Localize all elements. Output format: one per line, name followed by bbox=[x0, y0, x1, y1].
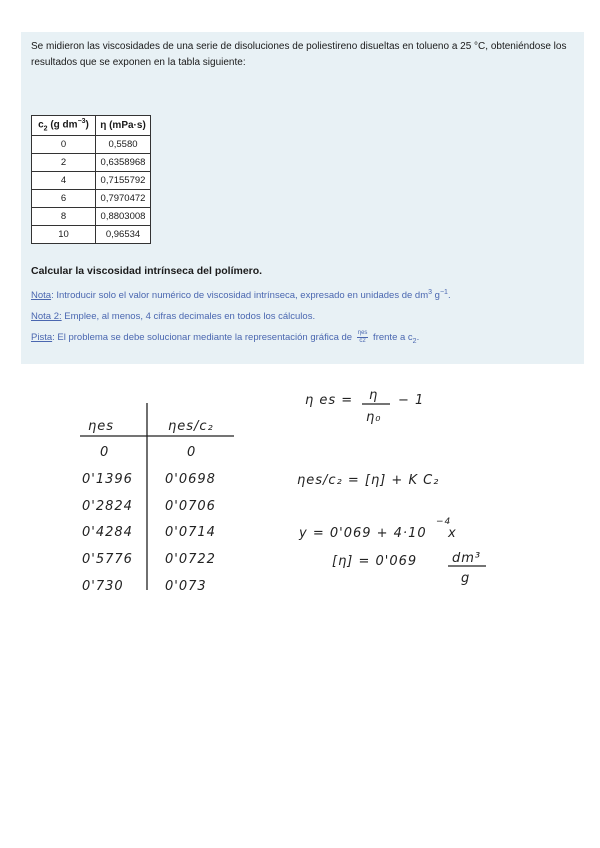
hw-eq1-den: η₀ bbox=[366, 410, 382, 425]
hw-col1-cell: 0'2824 bbox=[82, 499, 133, 514]
hw-col1-cell: 0'1396 bbox=[82, 472, 133, 487]
table-row: 4 0,7155792 bbox=[32, 172, 151, 190]
hw-eq4-num: dm³ bbox=[452, 551, 482, 566]
table-row: 2 0,6358968 bbox=[32, 154, 151, 172]
table-row: 8 0,8803008 bbox=[32, 208, 151, 226]
hw-eq1-rhs: − 1 bbox=[398, 393, 425, 408]
question-text: Calcular la viscosidad intrínseca del polímero. bbox=[31, 265, 263, 277]
hw-col1-cell: 0'5776 bbox=[82, 552, 133, 567]
hw-col2-cell: 0'0698 bbox=[165, 472, 216, 487]
table-row: 6 0,7970472 bbox=[32, 190, 151, 208]
hw-eq3-exponent: −4 bbox=[436, 517, 452, 527]
hw-col2-header: ηes/c₂ bbox=[168, 419, 214, 434]
hw-eq4-den: g bbox=[461, 571, 471, 586]
hw-col1-header: ηes bbox=[88, 419, 115, 434]
hw-col1-cell: 0'730 bbox=[82, 579, 124, 594]
hw-eq3-x: x bbox=[448, 526, 457, 541]
hw-eq3: y = 0'069 + 4·10 bbox=[299, 526, 427, 541]
hw-eq2: ηes/c₂ = [η] + K C₂ bbox=[297, 473, 440, 488]
table-row: 10 0,96534 bbox=[32, 226, 151, 244]
hw-col2-cell: 0'0706 bbox=[165, 499, 216, 514]
hw-col1-cell: 0'4284 bbox=[82, 525, 133, 540]
hw-eq1-lhs: η es = bbox=[305, 393, 354, 408]
hint: Pista: El problema se debe solucionar mediante la representación gráfica de $\frac{\text{ηes}}{c2}$ frente a $c_2$. bbox=[31, 330, 420, 345]
hint-fraction: $\frac{\text{ηes}}{c2}$ bbox=[357, 330, 368, 344]
hw-eq4-lhs: [η] = 0'069 bbox=[332, 554, 418, 569]
hw-eq1-num: η bbox=[369, 388, 379, 403]
hw-col1-cell: 0 bbox=[100, 445, 110, 460]
hw-col2-cell: 0'0714 bbox=[165, 525, 216, 540]
intro-text: Se midieron las viscosidades de una serie de disoluciones de poliestireno disueltas en tolueno a 25 °C, obteniéndose los resultados que se exponen en la tabla siguiente: bbox=[31, 41, 567, 68]
hw-col2-cell: 0 bbox=[187, 445, 197, 460]
note-1: Nota: Introducir solo el valor numérico de viscosidad intrínseca, expresado en unidades de $dm^3$ $g^{-1}$. bbox=[31, 289, 451, 302]
table-row: 0 0,5580 bbox=[32, 136, 151, 154]
hw-col2-cell: 0'073 bbox=[165, 579, 207, 594]
hw-col2-cell: 0'0722 bbox=[165, 552, 216, 567]
header-viscosity: η (mPa·s) bbox=[96, 116, 151, 136]
header-concentration: $c_2$ (g $dm^{-3}$) bbox=[32, 116, 96, 136]
note-2: Nota 2: Emplee, al menos, 4 cifras decimales en todos los cálculos. bbox=[31, 311, 316, 322]
